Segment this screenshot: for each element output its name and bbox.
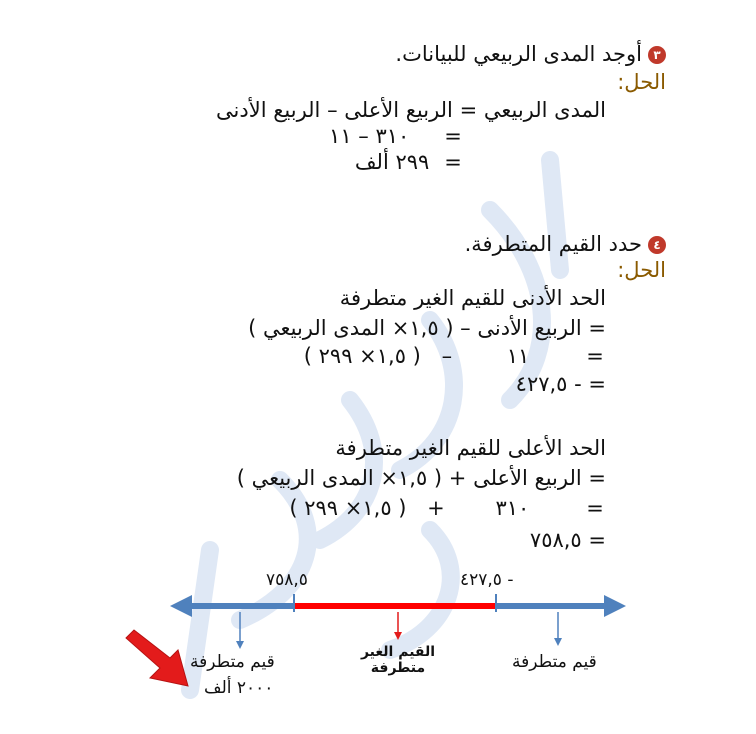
lower-bound-step1: = الربيع الأدنى – ( ١,٥× المدى الربيعي ) — [248, 316, 606, 340]
lower-step2-op: – — [441, 344, 453, 368]
upper-step2-eq: = — [586, 496, 604, 520]
upper-bound-title: الحد الأعلى للقيم الغير متطرفة — [335, 436, 606, 460]
lower-step2-b: ( ١,٥× ٢٩٩ ) — [303, 344, 421, 368]
q4-badge: ٤ — [648, 236, 666, 254]
q3-solution-label: الحل: — [617, 70, 666, 94]
q3-question-text: أوجد المدى الربيعي للبيانات. — [395, 42, 642, 66]
right-tick-label: - ٤٢٧,٥ — [460, 570, 514, 590]
middle-region-pointer-head — [394, 632, 402, 640]
left-region-label: قيم متطرفة — [190, 652, 275, 672]
left-region-pointer-head — [236, 641, 244, 649]
number-line-left-arrowhead — [170, 595, 192, 617]
number-line-right-arrowhead — [604, 595, 626, 617]
upper-step2-op: + — [427, 496, 445, 520]
middle-region-label-line2: متطرفة — [370, 660, 426, 676]
upper-bound-step1: = الربيع الأعلى + ( ١,٥× المدى الربيعي ) — [236, 466, 606, 490]
q3-line3-value: ٢٩٩ ألف — [354, 150, 430, 174]
upper-step2-b: ( ١,٥× ٢٩٩ ) — [289, 496, 407, 520]
lower-step2-eq: = — [586, 344, 604, 368]
q3-line1: المدى الربيعي = الربيع الأعلى – الربيع الأدنى — [216, 98, 606, 122]
right-region-label: قيم متطرفة — [512, 652, 597, 672]
q3-line2-eq: = — [444, 124, 462, 148]
q4-question-text: حدد القيم المتطرفة. — [464, 232, 642, 256]
red-pointer-arrow — [122, 628, 194, 690]
q3-line2-value: ٣١٠ – ١١ — [329, 124, 410, 148]
right-region-pointer-head — [554, 638, 562, 646]
q4-solution-label: الحل: — [617, 258, 666, 282]
q3-badge: ٣ — [648, 46, 666, 64]
left-region-value: ٢٠٠٠ ألف — [204, 678, 274, 698]
middle-region-label — [343, 644, 453, 676]
upper-step2-a: ٣١٠ — [495, 496, 530, 520]
upper-bound-result: = ٧٥٨,٥ — [529, 528, 606, 552]
left-tick-label: ٧٥٨,٥ — [266, 570, 308, 590]
lower-step2-a: ١١ — [506, 344, 530, 368]
q3-line3-eq: = — [444, 150, 462, 174]
lower-bound-title: الحد الأدنى للقيم الغير متطرفة — [339, 286, 606, 310]
middle-region-label-line1: القيم الغير — [360, 644, 436, 660]
red-pointer-arrow-shape — [126, 630, 188, 686]
lower-bound-result: = - ٤٢٧,٥ — [515, 372, 606, 396]
